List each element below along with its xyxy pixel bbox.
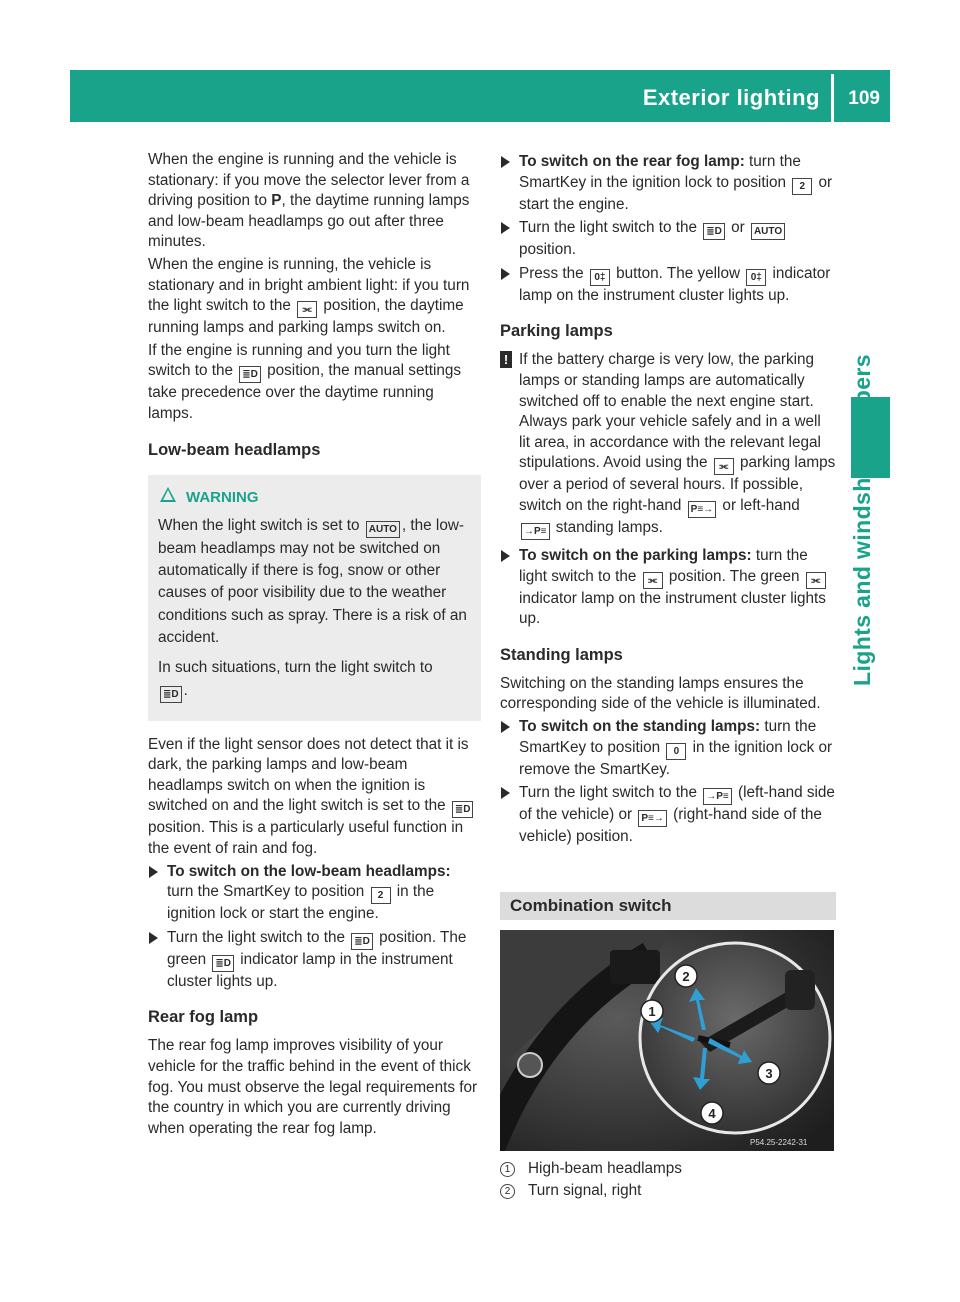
combination-switch-heading: Combination switch bbox=[500, 892, 836, 920]
parking-lamp-symbol: ⫘ bbox=[806, 572, 826, 589]
warning-text: In such situations, turn the light switch to ≣D . bbox=[158, 657, 471, 702]
paragraph: If the engine is running and you turn the light switch to the ≣D position, the manual settings take precedence over the daytime running lamps. bbox=[148, 341, 462, 422]
step-arrow-icon bbox=[501, 550, 510, 562]
warning-title: WARNING bbox=[158, 487, 471, 509]
low-beam-symbol: ≣D bbox=[703, 223, 725, 240]
legend-item: 2 Turn signal, right bbox=[500, 1181, 836, 1202]
auto-symbol: AUTO bbox=[366, 521, 400, 538]
heading-parking: Parking lamps bbox=[500, 322, 613, 341]
step-item: Turn the light switch to the →P≡ (left-hand side of the vehicle) or P≡→ (right-hand side of the vehicle) position. bbox=[500, 783, 836, 848]
parking-lamp-symbol: ⫘ bbox=[297, 301, 317, 318]
rear-fog-symbol: 0‡ bbox=[590, 269, 610, 286]
callout-4: 4 bbox=[708, 1105, 716, 1121]
standing-right-symbol: P≡→ bbox=[688, 501, 717, 518]
left-column bbox=[148, 150, 481, 1141]
callout-2: 2 bbox=[682, 968, 690, 984]
chapter-label: Lights and windshield wipers bbox=[849, 354, 875, 686]
standing-right-symbol: P≡→ bbox=[638, 810, 667, 827]
paragraph: When the engine is running, the vehicle is stationary and in bright ambient light: if you turn the light switch to the ⫘ position, the daytime running lamps and parking lamps switch on. bbox=[148, 255, 470, 337]
header-divider bbox=[831, 74, 834, 122]
standing-left-symbol: →P≡ bbox=[521, 523, 550, 540]
legend bbox=[500, 1159, 836, 1202]
rear-fog-symbol: 0‡ bbox=[746, 269, 766, 286]
low-beam-symbol: ≣D bbox=[212, 955, 234, 972]
step-arrow-icon bbox=[149, 932, 158, 944]
section-title: Exterior lighting bbox=[642, 85, 820, 110]
step-item: To switch on the standing lamps: turn the SmartKey to position 0 in the ignition lock or remove the SmartKey. bbox=[500, 717, 836, 780]
combination-switch-photo bbox=[500, 930, 834, 1151]
callout-1: 1 bbox=[648, 1003, 656, 1019]
step-item: To switch on the rear fog lamp: turn the SmartKey in the ignition lock to position 2 or start the engine. bbox=[500, 152, 836, 215]
low-beam-symbol: ≣D bbox=[351, 933, 373, 950]
step-arrow-icon bbox=[501, 156, 510, 168]
photo-code: P54.25-2242-31 bbox=[750, 1137, 808, 1147]
position-symbol: 2 bbox=[371, 887, 391, 904]
note-item: ! If the battery charge is very low, the parking lamps or standing lamps are automatically switched off to enable the next engine start. Always park your vehicle safely and in a well lit area, in accordance with the relevant legal stipulations. Avoid using the ⫘ parking lamps over a period of several hours. If possible, switch on the right-hand P≡→ or left-hand →P≡ standing lamps. bbox=[500, 350, 836, 540]
heading-standing: Standing lamps bbox=[500, 645, 623, 664]
combination-switch-illustration bbox=[500, 930, 834, 1151]
paragraph: Switching on the standing lamps ensures the corresponding side of the vehicle is illuminated. bbox=[500, 674, 821, 713]
paragraph: The rear fog lamp improves visibility of your vehicle for the traffic behind in the event of thick fog. You must observe the legal requirements for the country in which you are currently driving when operating the rear fog lamp. bbox=[148, 1037, 478, 1137]
standing-left-symbol: →P≡ bbox=[703, 788, 732, 805]
step-arrow-icon bbox=[501, 787, 510, 799]
callout-3: 3 bbox=[765, 1065, 773, 1081]
parking-lamp-symbol: ⫘ bbox=[714, 458, 734, 475]
step-arrow-icon bbox=[501, 268, 510, 280]
paragraph: Even if the light sensor does not detect that it is dark, the parking lamps and low-beam headlamps switch on when the ignition is switched on and the light switch is set to the ≣D position. This is a particularly useful function in the event of rain and fog. bbox=[148, 735, 481, 860]
position-symbol: 2 bbox=[792, 178, 812, 195]
right-column bbox=[500, 150, 836, 1202]
step-item: Press the 0‡ button. The yellow 0‡ indicator lamp on the instrument cluster lights up. bbox=[500, 264, 836, 307]
low-beam-symbol: ≣D bbox=[239, 366, 261, 383]
step-arrow-icon bbox=[501, 721, 510, 733]
warning-text: When the light switch is set to AUTO , the low-beam headlamps may not be switched on automatically if there is fog, snow or other causes of poor visibility due to the weather conditions such as spray. There is a risk of an accident. bbox=[158, 516, 467, 647]
step-item: To switch on the parking lamps: turn the light switch to the ⫘ position. The green ⫘ indicator lamp on the instrument cluster lights up. bbox=[500, 546, 836, 630]
parking-lamp-symbol: ⫘ bbox=[643, 572, 663, 589]
warning-icon bbox=[160, 487, 176, 502]
position-symbol: 0 bbox=[666, 743, 686, 760]
heading-rear-fog: Rear fog lamp bbox=[148, 1008, 259, 1027]
low-beam-symbol: ≣D bbox=[160, 686, 182, 703]
heading-low-beam: Low-beam headlamps bbox=[148, 440, 321, 459]
low-beam-symbol: ≣D bbox=[452, 801, 474, 818]
warning-box bbox=[148, 475, 481, 721]
step-item: To switch on the low-beam headlamps: turn the SmartKey to position 2 in the ignition lock or start the engine. bbox=[148, 862, 481, 925]
step-item: Turn the light switch to the ≣D position. The green ≣D indicator lamp in the instrument cluster lights up. bbox=[148, 928, 481, 993]
legend-item: 1 High-beam headlamps bbox=[500, 1159, 836, 1180]
step-arrow-icon bbox=[149, 866, 158, 878]
exclamation-icon: ! bbox=[500, 351, 512, 368]
header-bar bbox=[70, 70, 890, 122]
auto-symbol: AUTO bbox=[751, 223, 785, 240]
paragraph: When the engine is running and the vehicle is stationary: if you move the selector lever from a driving position to P, the daytime running lamps and low-beam headlamps go out after three minutes. bbox=[148, 151, 470, 251]
step-item: Turn the light switch to the ≣D or AUTO position. bbox=[500, 218, 836, 261]
step-arrow-icon bbox=[501, 222, 510, 234]
page-number: 109 bbox=[848, 88, 880, 109]
